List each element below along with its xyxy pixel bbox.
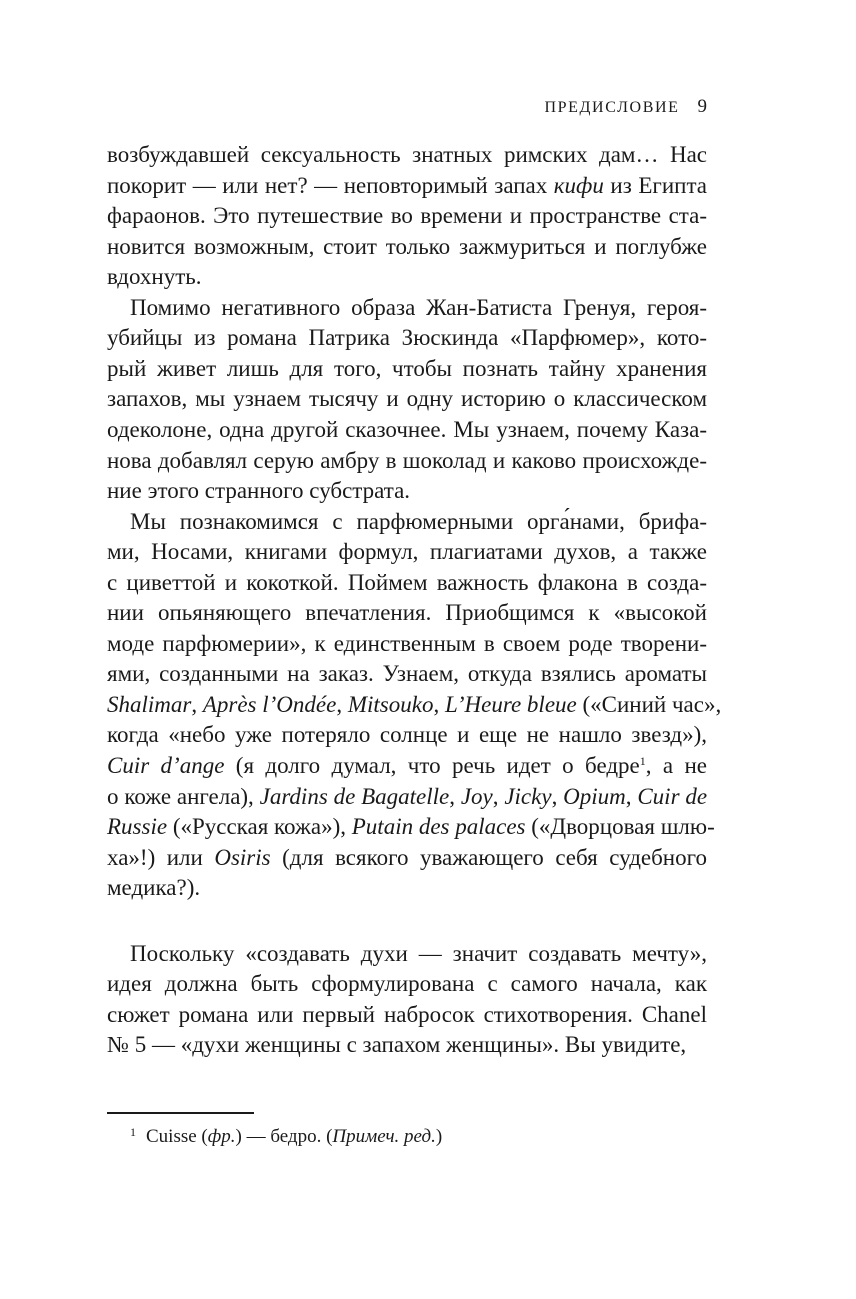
text-line <box>107 629 707 659</box>
text-segment: покорит — или нет? — неповторимый запах <box>107 172 554 198</box>
text-segment: Jicky <box>504 783 552 809</box>
text-segment: фараонов. Это путешествие во времени и пространстве ста- <box>107 203 707 229</box>
text-segment: Après l’Ondée <box>202 691 337 717</box>
text-segment: рый живет лишь для того, чтобы познать тайну хранения <box>107 355 707 381</box>
text-line <box>107 568 707 598</box>
text-segment: Cuir d’ange <box>107 753 225 778</box>
text-line <box>107 1030 707 1060</box>
text-segment: («Синий час», <box>576 691 722 717</box>
text-segment: ями, созданными на заказ. Узнаем, откуда взялись ароматы <box>107 661 707 687</box>
text-segment: Osiris <box>214 844 271 870</box>
text-line <box>107 232 707 262</box>
text-segment: , <box>625 783 638 809</box>
text-segment: , <box>449 783 461 809</box>
text-line <box>107 690 722 720</box>
text-segment: новится возможным, стоит только зажмуриться и поглубже <box>107 233 707 259</box>
text-segment: («Дворцовая шлю- <box>525 814 715 840</box>
text-segment: одеколоне, одна другой сказочнее. Мы узнаем, почему Каза- <box>107 416 707 442</box>
text-segment: Putain des palaces <box>351 814 526 840</box>
text-line <box>107 323 707 353</box>
text-segment: Jardins de Bagatelle <box>259 783 450 809</box>
running-header <box>545 96 707 118</box>
text-segment: медика?). <box>107 875 201 901</box>
footnote-reference: 1 <box>639 754 646 768</box>
text-segment: о коже ангела), <box>107 783 260 809</box>
text-segment: нии опьяняющего впечатления. Приобщимся к «высокой <box>107 600 707 626</box>
text-line <box>107 873 707 903</box>
text-segment: , а не <box>645 753 707 778</box>
text-line <box>107 751 707 781</box>
text-segment: с циветтой и кокоткой. Поймем важность флакона в созда- <box>107 569 707 595</box>
text-line <box>107 659 707 689</box>
footnote-marker: 1 <box>130 1125 136 1139</box>
text-line <box>107 843 707 873</box>
text-line <box>107 812 715 842</box>
footnote: $^1$ Cuisse (фр.) — бедро. (Примеч. ред.) <box>130 1125 443 1147</box>
text-segment: убийцы из романа Патрика Зюскинда «Парфюмер», кото- <box>107 325 707 351</box>
text-segment: № 5 — «духи женщины с запахом женщины». Вы увидите, <box>107 1032 687 1058</box>
text-line <box>107 384 707 414</box>
text-line <box>107 782 707 812</box>
text-segment: L’Heure bleue <box>444 691 577 717</box>
text-segment: когда «небо уже потеряло солнце и еще не нашло звезд»), <box>107 722 707 748</box>
text-segment: Mitsouko <box>347 691 434 717</box>
text-line <box>107 720 707 750</box>
text-segment: из Египта <box>603 172 707 198</box>
text-segment: ха»!) или <box>107 844 215 870</box>
text-segment: вдохнуть. <box>107 264 202 290</box>
text-segment: (для всякого уважающего себя судебного <box>270 844 707 870</box>
text-line <box>130 507 707 537</box>
text-segment: Joy <box>460 783 493 809</box>
text-segment: Cuir de <box>637 783 708 809</box>
text-line <box>107 415 707 445</box>
text-line <box>107 969 707 999</box>
text-segment: , <box>551 783 564 809</box>
text-line <box>107 140 707 170</box>
text-segment: возбуждавшей сексуальность знатных римских дам… Нас <box>107 142 707 167</box>
text-line <box>107 354 707 384</box>
text-line <box>130 293 707 323</box>
text-segment: моде парфюмерии», к единственным в своем роде творени- <box>107 630 707 656</box>
text-segment: Поскольку «создавать духи — значит создавать мечту», <box>130 940 707 966</box>
text-line <box>107 446 707 476</box>
text-segment: нова добавлял серую амбру в шоколад и каково происхожде- <box>107 447 707 473</box>
text-segment: Shalimar <box>107 691 192 717</box>
text-segment: , <box>433 691 445 717</box>
text-segment: кифи <box>553 172 604 198</box>
text-segment: Помимо негативного образа Жан-Батиста Гренуя, героя- <box>130 294 707 320</box>
text-line <box>107 598 707 628</box>
text-segment: идея должна быть сформулирована с самого начала, как <box>107 971 707 997</box>
text-line <box>107 1000 707 1030</box>
text-segment: Opium <box>563 783 626 809</box>
section-title: ПРЕДИСЛОВИЕ <box>544 99 680 116</box>
text-segment: , <box>191 691 203 717</box>
text-segment: запахов, мы узнаем тысячу и одну историю о классическом <box>107 386 707 412</box>
text-line <box>107 262 707 292</box>
text-line <box>107 537 707 567</box>
text-segment: («Русская кожа»), <box>167 814 352 840</box>
footnote-divider <box>107 1112 254 1114</box>
text-segment: Мы познакомимся с парфюмерными орга́нами, брифа- <box>130 508 707 534</box>
text-line <box>107 201 707 231</box>
text-line <box>107 171 707 201</box>
text-segment: сюжет романа или первый набросок стихотворения. Chanel <box>107 1001 707 1027</box>
text-line <box>107 476 707 506</box>
text-segment: (я долго думал, что речь идет о бедре <box>224 753 640 778</box>
text-segment: ние этого странного субстрата. <box>107 478 411 504</box>
text-segment: ми, Носами, книгами формул, плагиатами духов, а также <box>107 539 707 565</box>
text-segment: , <box>492 783 505 809</box>
text-segment: Russie <box>107 814 168 840</box>
text-segment: , <box>336 691 348 717</box>
text-line <box>130 939 707 969</box>
page-number: 9 <box>697 96 707 117</box>
